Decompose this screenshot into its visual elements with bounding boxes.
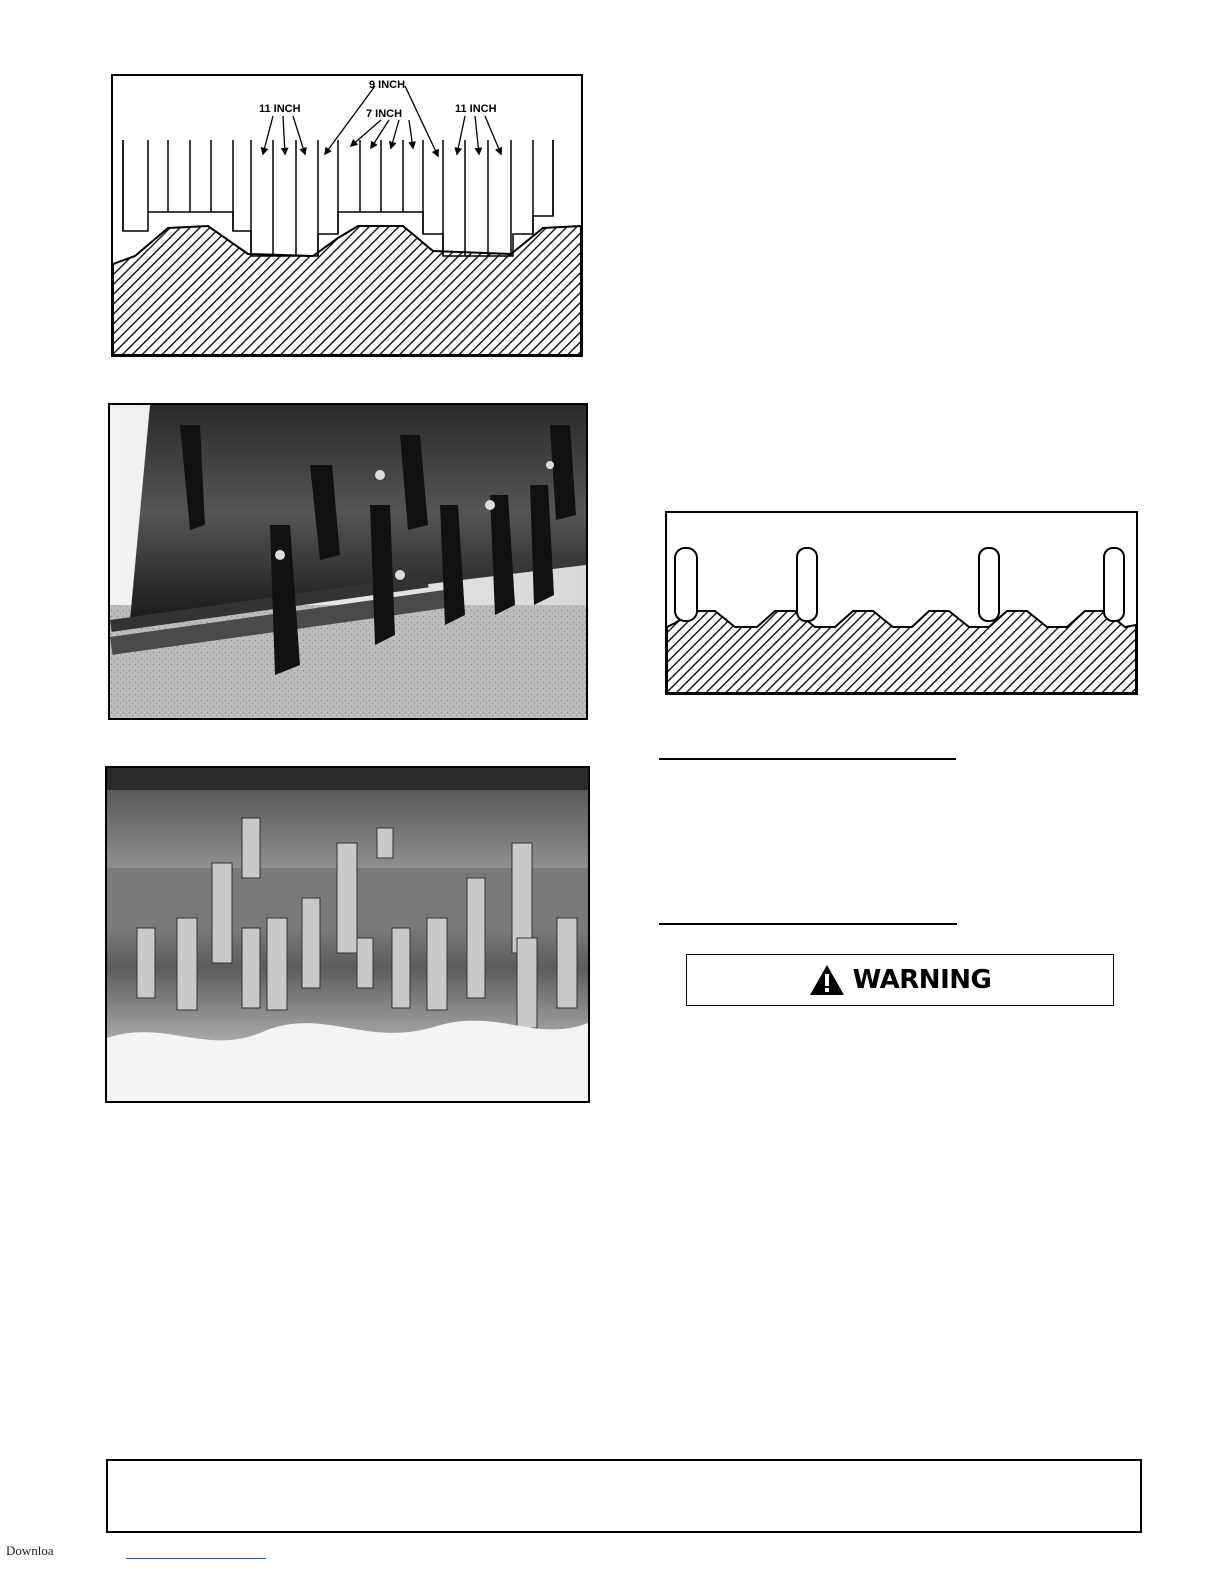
tiller-tines-front-photo [105, 766, 590, 1103]
section-rule-2 [659, 923, 957, 925]
tine-contour-diagram [665, 511, 1138, 695]
label-11-inch-left: 11 INCH [259, 103, 301, 115]
tine-contour-drawing [667, 513, 1136, 693]
label-11-inch-right: 11 INCH [455, 103, 497, 115]
footer-box [106, 1459, 1142, 1533]
tiller-photo-drawing [110, 405, 586, 718]
warning-banner [686, 954, 1114, 1006]
tine-spacing-drawing [113, 76, 581, 355]
tine-spacing-diagram [111, 74, 583, 357]
soil-contour [667, 611, 1136, 693]
tiller-front-drawing [107, 768, 588, 1101]
download-link[interactable] [126, 1558, 266, 1559]
label-9-inch: 9 INCH [369, 79, 406, 91]
tiller-tines-photo [108, 403, 588, 720]
exclamation-triangle-icon [809, 964, 845, 996]
section-rule-1 [659, 758, 956, 760]
label-7-inch: 7 INCH [366, 108, 403, 120]
warning-label: WARNING [852, 965, 992, 995]
download-text: Downloa [6, 1543, 54, 1558]
